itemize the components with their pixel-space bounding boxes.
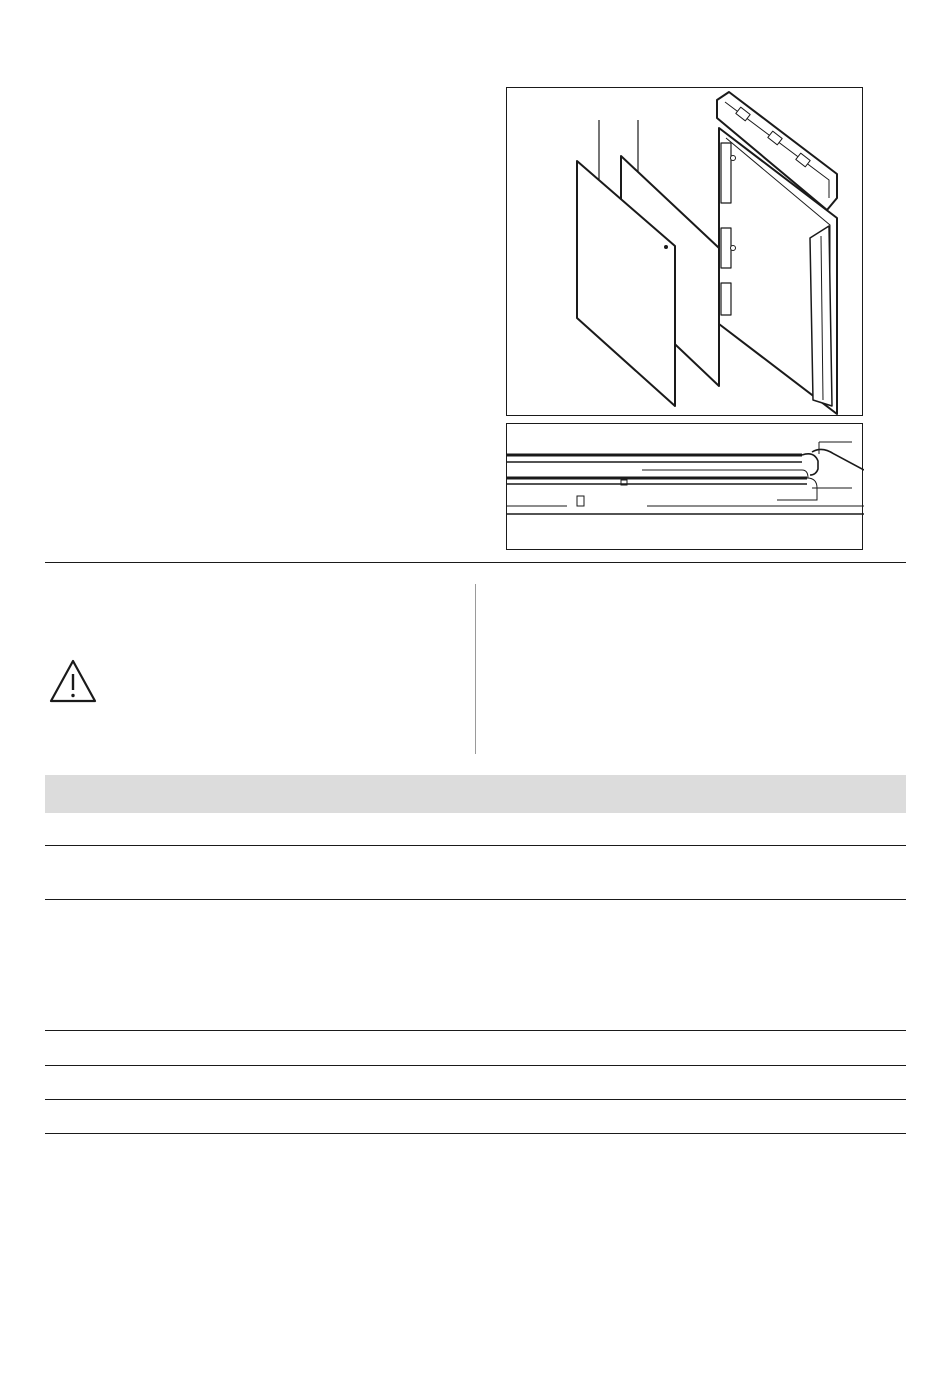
table-row-divider [45, 1065, 906, 1066]
warning-triangle-icon [49, 658, 97, 704]
table-row-divider [45, 845, 906, 846]
table-row-divider [45, 1133, 906, 1134]
column-divider [475, 584, 476, 754]
table-row-divider [45, 899, 906, 900]
table-row-divider [45, 1030, 906, 1031]
table-row-divider [45, 1099, 906, 1100]
glass-seating-drawing [507, 424, 864, 551]
glass-seating-detail-figure [506, 423, 863, 550]
door-glass-drawing [507, 88, 864, 417]
table-header [45, 775, 906, 813]
door-glass-exploded-figure [506, 87, 863, 416]
section-divider [45, 562, 906, 563]
